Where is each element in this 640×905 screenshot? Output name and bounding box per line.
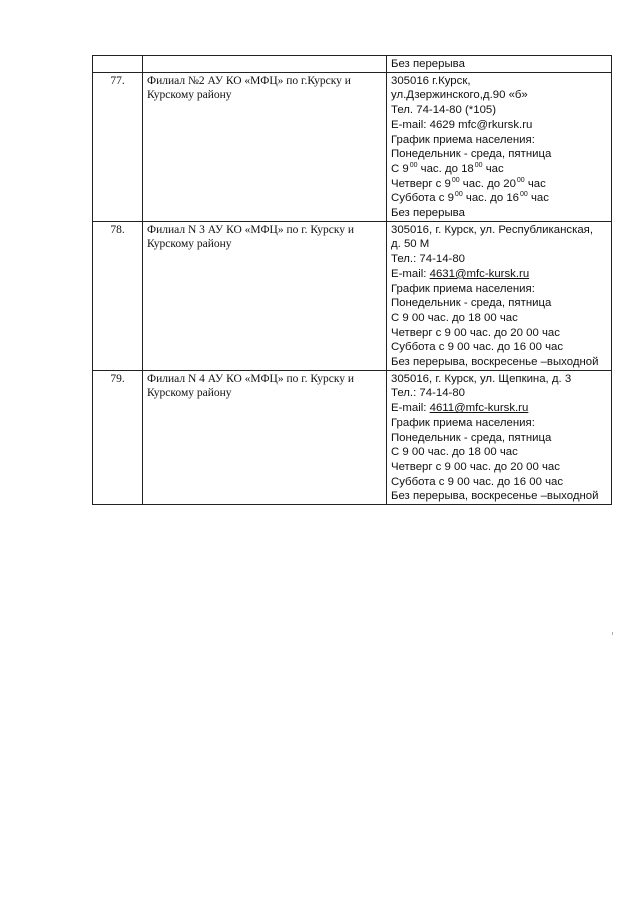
phone: Тел.: 74-14-80 [391, 253, 466, 266]
address-line: д. 50 М [391, 238, 430, 251]
branch-name: Филиал №2 АУ КО «МФЦ» по г.Курску и Курскому району [143, 72, 387, 221]
email: E-mail: 4631@mfc-kursk.ru [391, 267, 530, 280]
branch-name: Филиал N 3 АУ КО «МФЦ» по г. Курску и Курскому району [143, 221, 387, 370]
schedule-thursday: Четверг с 9 00 час. до 20 00 час [391, 326, 560, 339]
branch-name: Филиал N 4 АУ КО «МФЦ» по г. Курску и Курскому району [143, 370, 387, 504]
break-note: Без перерыва [391, 58, 465, 70]
schedule-title: График приема населения: [391, 282, 535, 295]
break-note: Без перерыва, воскресенье –выходной [391, 356, 599, 369]
phone: Тел.: 74-14-80 [391, 387, 466, 400]
schedule-saturday: Суббота с 9 $^{00}$ час. до 16 $^{00}$ час [391, 191, 549, 205]
address-line: 305016 г.Курск, [391, 74, 471, 87]
schedule-weekday: С 9 00 час. до 18 00 час [391, 311, 518, 324]
email-link[interactable]: 4631@mfc-kursk.ru [429, 267, 530, 280]
table-row-79 [93, 370, 612, 504]
schedule-title: График приема населения: [391, 416, 535, 429]
branches-table [92, 55, 612, 505]
schedule-days: Понедельник - среда, пятница [391, 148, 552, 161]
email-link[interactable]: 4611@mfc-kursk.ru [429, 402, 529, 415]
phone: Тел. 74-14-80 (*105) [391, 104, 497, 117]
row-number: 79. [93, 370, 143, 504]
schedule-days: Понедельник - среда, пятница [391, 431, 552, 444]
scan-artifact [612, 632, 613, 635]
schedule-saturday: Суббота с 9 00 час. до 16 00 час [391, 475, 564, 488]
schedule-title: График приема населения: [391, 133, 535, 146]
schedule-weekday: С 9 $^{00}$ час. до 18 $^{00}$ час [391, 161, 504, 175]
break-note: Без перерыва, воскресенье –выходной [391, 490, 599, 503]
schedule-days: Понедельник - среда, пятница [391, 297, 552, 310]
name-cell [143, 56, 387, 73]
table-row-continued [93, 56, 612, 73]
contact-schedule-cell [387, 72, 612, 221]
schedule-thursday: Четверг с 9 00 час. до 20 00 час [391, 460, 560, 473]
address-line: 305016, г. Курск, ул. Щепкина, д. 3 [391, 372, 572, 385]
num-cell [93, 56, 143, 73]
address-line: 305016, г. Курск, ул. Республиканская, [391, 223, 593, 236]
break-note: Без перерыва [391, 207, 465, 220]
address-line: ул.Дзержинского,д.90 «б» [391, 89, 528, 102]
schedule-saturday: Суббота с 9 00 час. до 16 00 час [391, 341, 564, 354]
row-number: 78. [93, 221, 143, 370]
contact-schedule-cell [387, 221, 612, 370]
row-number: 77. [93, 72, 143, 221]
schedule-weekday: С 9 00 час. до 18 00 час [391, 446, 518, 459]
table-row-78 [93, 221, 612, 370]
schedule-cell [387, 56, 612, 73]
contact-schedule-cell [387, 370, 612, 504]
email: E-mail: 4611@mfc-kursk.ru [391, 402, 529, 415]
schedule-thursday: Четверг с 9 $^{00}$ час. до 20 $^{00}$ час [391, 176, 546, 190]
email: E-mail: 4629 mfc@rkursk.ru [391, 118, 533, 131]
table-row-77 [93, 72, 612, 221]
